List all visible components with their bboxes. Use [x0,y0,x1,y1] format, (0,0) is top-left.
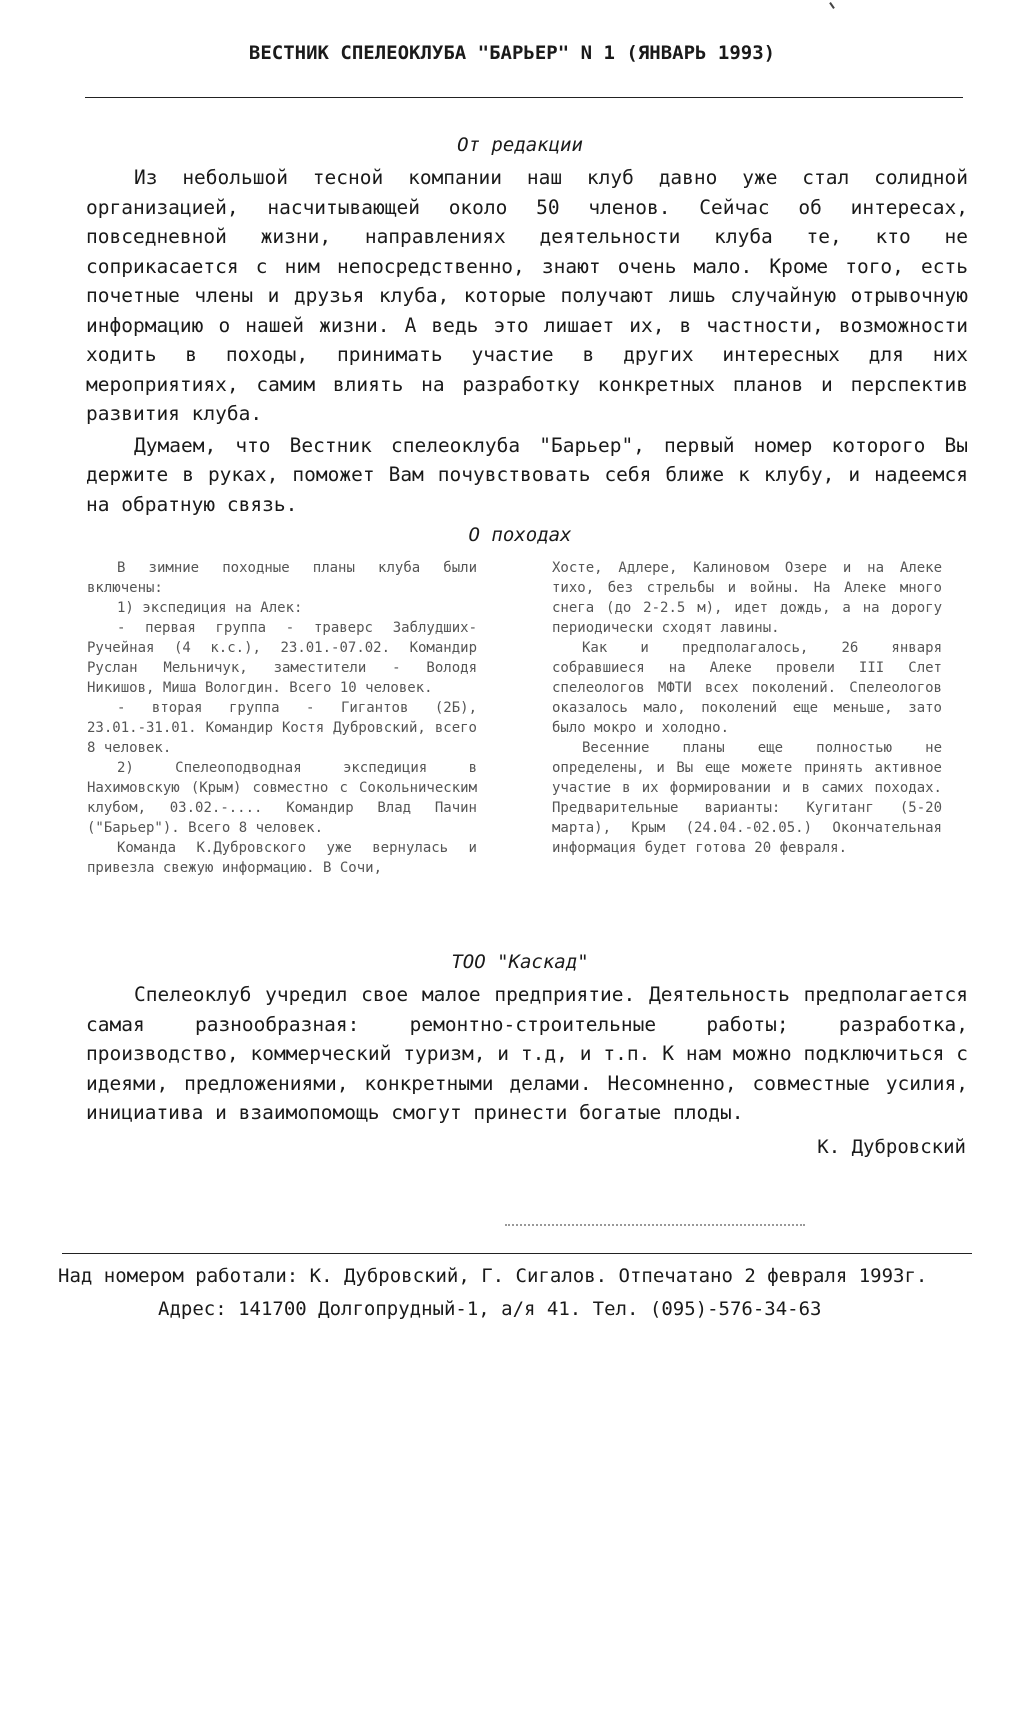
address-line: Адрес: 141700 Долгопрудный-1, а/я 41. Тел. (095)-576-34-63 [158,1298,822,1320]
credits-line: Над номером работали: К. Дубровский, Г. Сигалов. Отпечатано 2 февраля 1993г. [58,1265,928,1287]
editorial-title: От редакции [457,134,583,156]
hikes-paragraph: 2) Спелеоподводная экспедиция в Нахимовскую (Крым) совместно с Сокольническим клубом, 03.02.-.... Командир Влад Пачин ("Барьер"). Всего 8 человек. [87,760,477,836]
signature: К. Дубровский [817,1136,966,1158]
hikes-left-column [87,558,477,878]
kaskad-paragraph: Спелеоклуб учредил свое малое предприятие. Деятельность предполагается самая разнообразная: ремонтно-строительные работы; разработка, производство, коммерческий туризм, и т.д, и т.п. К нам можно подключиться с идеями, предложениями, конкретными делами. Несомненно, совместные усилия, инициатива и взаимопомощь смогут принести богатые плоды. [86,983,968,1124]
editorial-paragraph: Думаем, что Вестник спелеоклуба "Барьер", первый номер которого Вы держите в руках, поможет Вам почувствовать себя ближе к клубу, и надеемся на обратную связь. [86,433,968,516]
dotted-divider [505,1224,805,1226]
hikes-title: О походах [468,524,572,546]
masthead-divider [85,97,963,98]
scan-mark [829,2,835,9]
hikes-right-column [552,558,942,858]
hikes-paragraph: Команда К.Дубровского уже вернулась и привезла свежую информацию. В Сочи, [87,840,477,876]
hikes-paragraph: 1) экспедиция на Алек: [117,600,303,616]
hikes-paragraph: Как и предполагалось, 26 января собравшиеся на Алеке провели III Слет спелеологов МФТИ всех поколений. Спелеологов оказалось мало, поколений еще меньше, зато было мокро и холодно. [552,640,942,736]
kaskad-body [86,980,968,1128]
masthead: ВЕСТНИК СПЕЛЕОКЛУБА "БАРЬЕР" N 1 (ЯНВАРЬ 1993) [248,42,776,64]
editorial-body [86,163,968,519]
editorial-paragraph: Из небольшой тесной компании наш клуб давно уже стал солидной организацией, насчитывающей около 50 членов. Сейчас об интересах, повседневной жизни, направлениях деятельности клуба те, кто не соприкасается с ним непосредственно, знают очень мало. Кроме того, есть почетные члены и друзья клуба, которые получают лишь случайную отрывочную информацию о нашей жизни. А ведь это лишает их, в частности, возможности ходить в походы, принимать участие в других интересных для них мероприятиях, самим влиять на разработку конкретных планов и перспектив развития клуба. [86,166,968,425]
hikes-paragraph: - первая группа - траверс Заблудших-Ручейная (4 к.с.), 23.01.-07.02. Командир Руслан Мельничук, заместители - Володя Никишов, Миша Вологдин. Всего 10 человек. [87,620,477,696]
hikes-paragraph: Весенние планы еще полностью не определены, и Вы еще можете принять активное участие в их формировании и в самих походах. Предварительные варианты: Кугитанг (5-20 марта), Крым (24.04.-02.05.) Окончательная информация будет готова 20 февраля. [552,740,942,856]
footer-divider [62,1253,972,1254]
kaskad-title: ТОО "Каскад" [451,951,589,973]
hikes-paragraph: - вторая группа - Гигантов (2Б), 23.01.-31.01. Командир Костя Дубровский, всего 8 человек. [87,700,477,756]
hikes-paragraph: Хосте, Адлере, Калиновом Озере и на Алеке тихо, без стрельбы и войны. На Алеке много снега (до 2-2.5 м), идет дождь, а на дорогу периодически сходят лавины. [552,560,942,636]
hikes-paragraph: В зимние походные планы клуба были включены: [87,560,477,596]
